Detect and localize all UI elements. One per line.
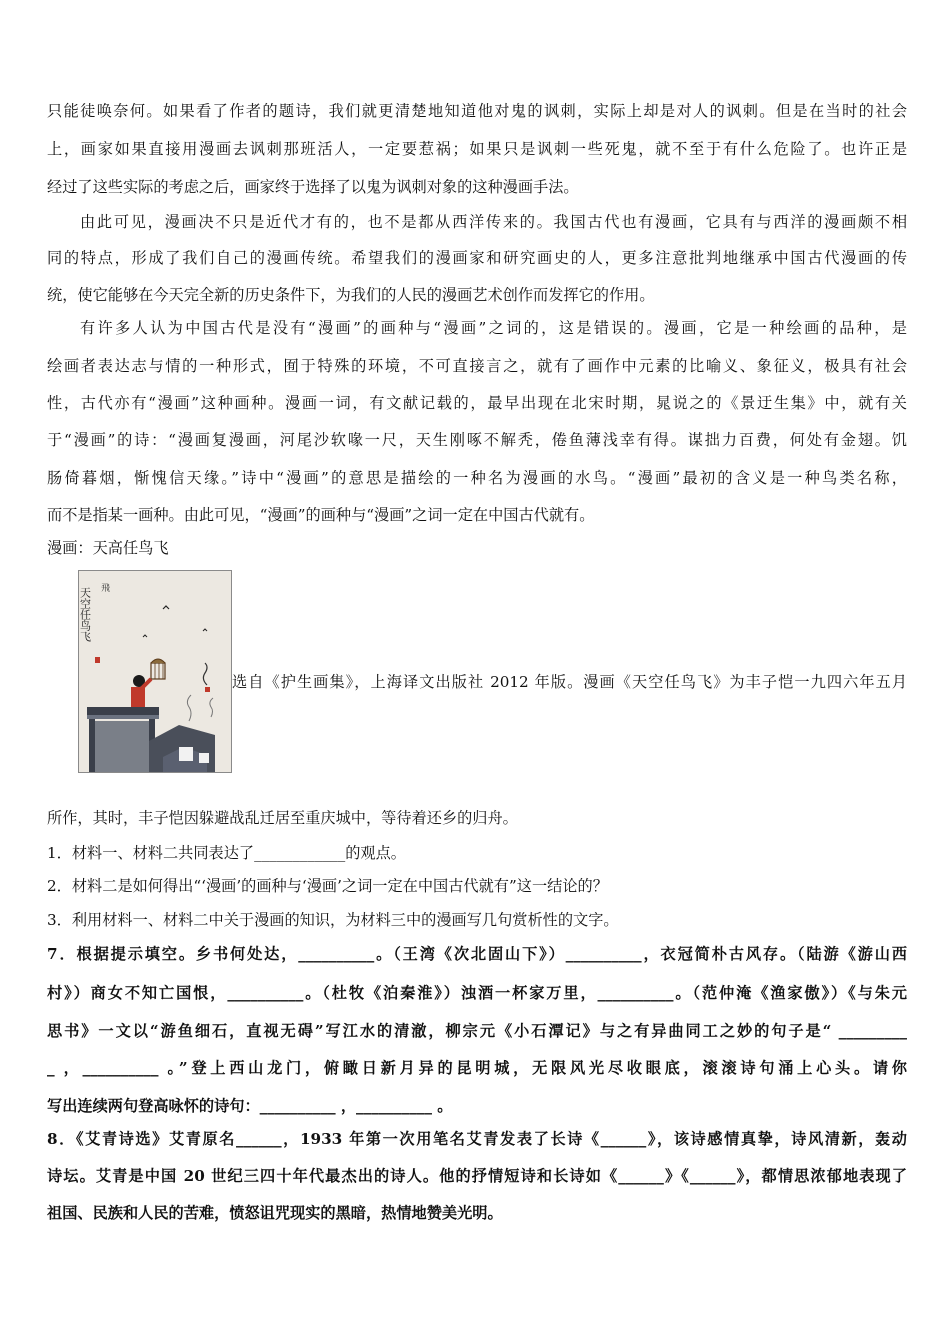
material-two-line: 有许多人认为中国古代是没有“漫画”的画种与“漫画”之词的，这是错误的。漫画，它是一种绘画的品种，是: [80, 319, 907, 337]
material-two-line: 性，古代亦有“漫画”这种画种。漫画一词，有文献记载的，最早出现在北宋时期，晁说之的《景迂生集》中，就有关: [47, 394, 907, 412]
question-7-line: 村》）商女不知亡国恨，__________。（杜牧《泊秦淮》）浊酒一杯家万里，__________。（范仲淹《渔家傲》）《与朱元: [47, 984, 907, 1002]
material-one-line: 经过了这些实际的考虑之后，画家终于选择了以鬼为讽刺对象的这种漫画手法。: [47, 178, 579, 196]
material-two-line: 而不是指某一画种。由此可见，“漫画”的画种与“漫画”之词一定在中国古代就有。: [47, 506, 595, 524]
comic-illustration: [78, 570, 232, 773]
question-8-line: 诗坛。艾青是中国 20 世纪三四十年代最杰出的诗人。他的抒情短诗和长诗如《______》《______》，都情思浓郁地表现了: [47, 1167, 907, 1185]
question-3: 3．利用材料一、材料二中关于漫画的知识，为材料三中的漫画写几句赏析性的文字。: [47, 911, 619, 929]
question-2: 2．材料二是如何得出“‘漫画’的画种与‘漫画’之词一定在中国古代就有”这一结论的？: [47, 877, 608, 895]
svg-text:飛: 飛: [101, 584, 111, 594]
material-one-line: 同的特点，形成了我们自己的漫画传统。希望我们的漫画家和研究画史的人，更多注意批判地继承中国古代漫画的传: [47, 249, 907, 267]
comic-caption: 选自《护生画集》，上海译文出版社 2012 年版。漫画《天空任鸟飞》为丰子恺一九四六年五月: [232, 673, 907, 691]
material-one-line: 只能徒唤奈何。如果看了作者的题诗，我们就更清楚地知道他对鬼的讽刺，实际上却是对人的讽刺。但是在当时的社会: [47, 102, 907, 120]
question-7-line: 7．根据提示填空。乡书何处达，__________。（王湾《次北固山下》）__________，衣冠简朴古风存。（陆游《游山西: [47, 945, 907, 963]
material-three-label: 漫画：天高任鸟飞: [47, 539, 169, 557]
comic-caption-continued: 所作，其时，丰子恺因躲避战乱迁居至重庆城中，等待着还乡的归舟。: [47, 809, 518, 827]
comic-title-calligraphy: 天空任鸟飞: [79, 587, 92, 642]
question-7-line: _ ，__________ 。”登上西山龙门，俯瞰日新月异的昆明城，无限风光尽收眼底，滚滚诗句涌上心头。请你: [47, 1059, 907, 1077]
comic-drawing: [79, 571, 231, 772]
material-one-line: 上，画家如果直接用漫画去讽刺那班活人，一定要惹祸；如果只是讽刺一些死鬼，就不至于有什么危险了。也许正是: [47, 140, 907, 158]
material-two-line: 绘画者表达志与情的一种形式，囿于特殊的环境，不可直接言之，就有了画作中元素的比喻义、象征义，极具有社会: [47, 357, 907, 375]
question-7-line: 写出连续两句登高咏怀的诗句：__________ ，__________ 。: [47, 1097, 453, 1115]
question-8-line: 祖国、民族和人民的苦难，愤怒诅咒现实的黑暗，热情地赞美光明。: [47, 1204, 503, 1222]
question-7-line: 思书》一文以“游鱼细石，直视无碍”写江水的清澈，柳宗元《小石潭记》与之有异曲同工之妙的句子是“ _________: [47, 1022, 907, 1040]
material-two-line: 肠倚暮烟，惭愧信天缘。”诗中“漫画”的意思是描绘的一种名为漫画的水鸟。“漫画”最初的含义是一种鸟类名称，: [47, 469, 907, 487]
material-one-line: 统，使它能够在今天完全新的历史条件下，为我们的人民的漫画艺术创作而发挥它的作用。: [47, 286, 655, 304]
question-1: 1．材料一、材料二共同表达了____________的观点。: [47, 844, 406, 862]
material-one-line: 由此可见，漫画决不只是近代才有的，也不是都从西洋传来的。我国古代也有漫画，它具有与西洋的漫画颇不相: [80, 213, 907, 231]
question-8-line: 8．《艾青诗选》艾青原名______，1933 年第一次用笔名艾青发表了长诗《______》，该诗感情真挚，诗风清新，轰动: [47, 1130, 907, 1148]
material-two-line: 于“漫画”的诗：“漫画复漫画，河尾沙软喙一尺，天生刚啄不解秃，倦鱼薄浅幸有得。谋拙力百费，何处有金翅。饥: [47, 431, 907, 449]
